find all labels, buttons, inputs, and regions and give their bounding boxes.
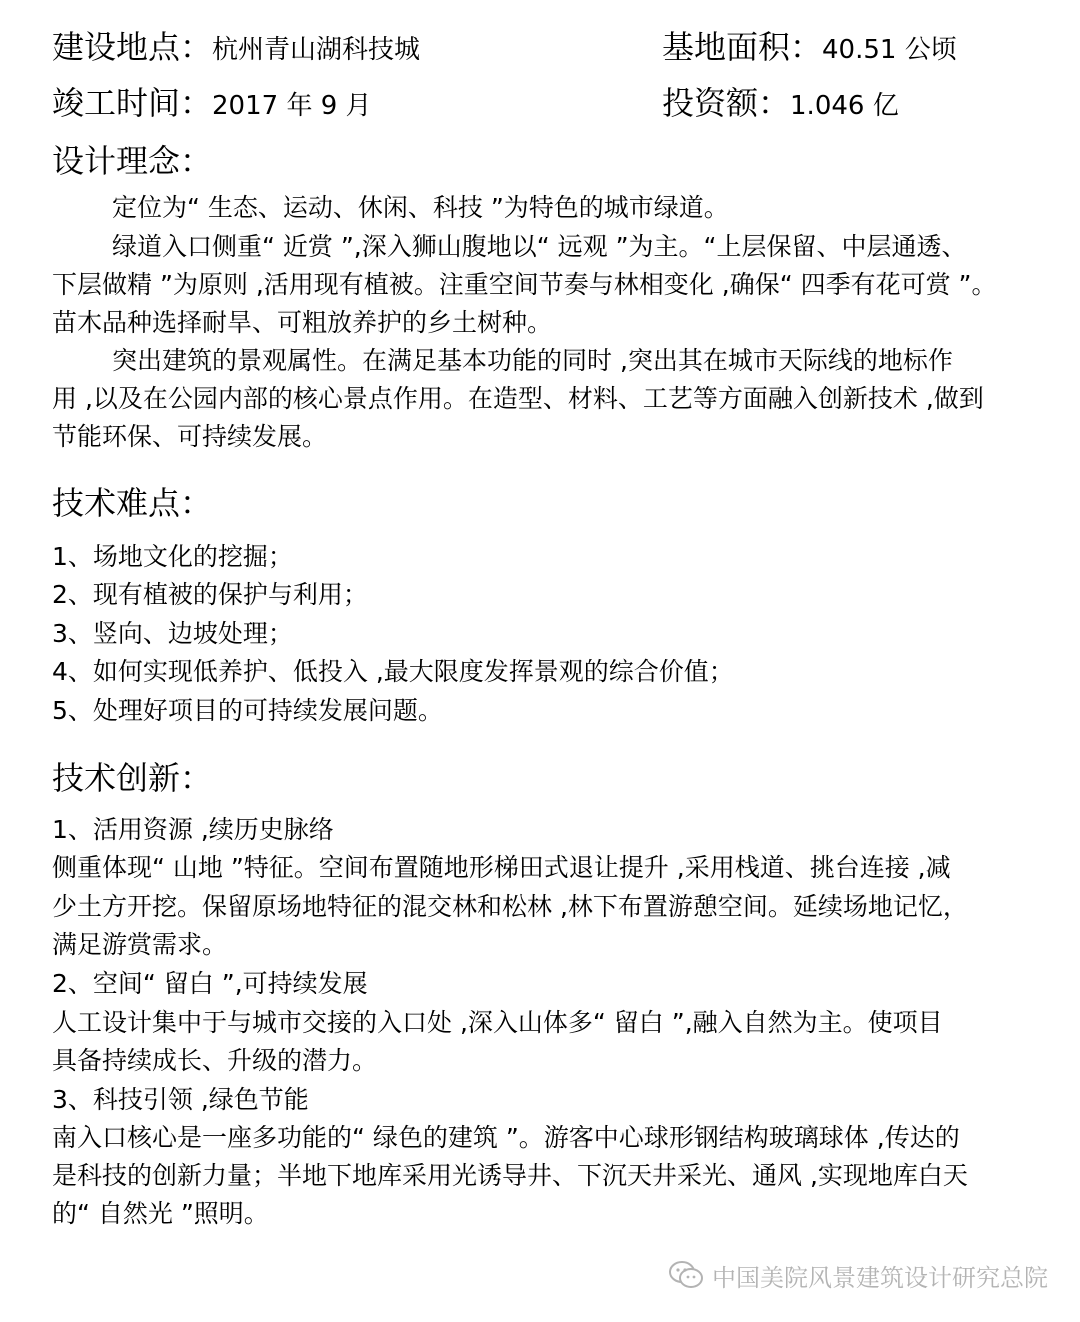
concept-line: 下层做精 ”为原则 ,活用现有植被。注重空间节奏与林相变化 ,确保“ 四季有花可赏 ”。 <box>52 270 997 299</box>
location-label: 建设地点： <box>52 28 213 66</box>
innovation-line: 南入口核心是一座多功能的“ 绿色的建筑 ”。游客中心球形钢结构玻璃球体 ,传达的 <box>52 1123 960 1152</box>
location-field <box>52 22 420 68</box>
concept-line: 定位为“ 生态、运动、休闲、科技 ”为特色的城市绿道。 <box>112 193 729 222</box>
concept-line: 用 ,以及在公园内部的核心景点作用。在造型、材料、工艺等方面融入创新技术 ,做到 <box>52 384 984 413</box>
concept-line: 节能环保、可持续发展。 <box>52 422 328 451</box>
innovation-line: 满足游赏需求。 <box>52 930 228 959</box>
investment-value: 1.046 亿 <box>790 91 899 121</box>
completion-field <box>52 78 372 124</box>
area-field <box>662 22 957 68</box>
completion-value: 2017 年 9 月 <box>212 91 372 121</box>
innovation-line: 的“ 自然光 ”照明。 <box>52 1199 269 1228</box>
wechat-icon <box>668 1260 704 1290</box>
area-value: 40.51 公顷 <box>822 35 957 65</box>
innovation-line: 1、活用资源 ,续历史脉络 <box>52 815 334 844</box>
innovation-line: 具备持续成长、升级的潜力。 <box>52 1046 378 1075</box>
innovation-line: 少土方开挖。保留原场地特征的混交林和松林 ,林下布置游憩空间。延续场地记忆， <box>52 892 968 921</box>
difficulty-item: 4、如何实现低养护、低投入 ,最大限度发挥景观的综合价值； <box>52 657 734 686</box>
design-concept-heading: 设计理念： <box>52 142 213 180</box>
concept-line: 突出建筑的景观属性。在满足基本功能的同时 ,突出其在城市天际线的地标作 <box>112 346 953 375</box>
investment-field <box>662 78 899 124</box>
watermark <box>668 1255 1048 1295</box>
innovation-line: 2、空间“ 留白 ”,可持续发展 <box>52 969 368 998</box>
difficulty-item: 2、现有植被的保护与利用； <box>52 580 368 609</box>
innovation-line: 人工设计集中于与城市交接的入口处 ,深入山体多“ 留白 ”,融入自然为主。使项目 <box>52 1008 943 1037</box>
innovation-line: 侧重体现“ 山地 ”特征。空间布置随地形梯田式退让提升 ,采用栈道、挑台连接 ,减 <box>52 853 951 882</box>
innovation-line: 是科技的创新力量；半地下地库采用光诱导井、下沉天井采光、通风 ,实现地库白天 <box>52 1161 968 1190</box>
location-value: 杭州青山湖科技城 <box>212 35 421 65</box>
concept-line: 苗木品种选择耐旱、可粗放养护的乡土树种。 <box>52 308 553 337</box>
innovation-line: 3、科技引领 ,绿色节能 <box>52 1085 309 1114</box>
technical-innovation-heading: 技术创新： <box>52 759 213 797</box>
area-label: 基地面积： <box>662 28 823 66</box>
difficulty-item: 3、竖向、边坡处理； <box>52 619 293 648</box>
meta-row-1 <box>52 22 1052 72</box>
completion-label: 竣工时间： <box>52 84 213 122</box>
difficulty-item: 1、场地文化的挖掘； <box>52 542 293 571</box>
technical-difficulties-heading: 技术难点： <box>52 484 213 522</box>
investment-label: 投资额： <box>662 84 791 122</box>
difficulty-item: 5、处理好项目的可持续发展问题。 <box>52 696 443 725</box>
meta-row-2 <box>52 78 1052 128</box>
watermark-text: 中国美院风景建筑设计研究总院 <box>712 1263 1048 1292</box>
concept-line: 绿道入口侧重“ 近赏 ”,深入狮山腹地以“ 远观 ”为主。“上层保留、中层通透、 <box>112 232 967 261</box>
